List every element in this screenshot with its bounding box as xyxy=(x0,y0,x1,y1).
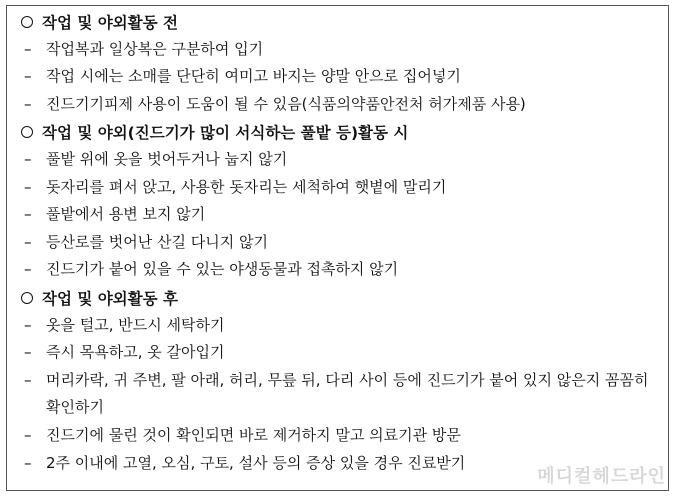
list-item xyxy=(21,146,668,174)
dash-bullet: – xyxy=(24,370,32,389)
list-item-text: 작업복과 일상복은 구분하여 입기 xyxy=(46,39,264,58)
list-item xyxy=(21,91,668,119)
list-item xyxy=(21,36,668,64)
dash-bullet: – xyxy=(24,232,32,251)
section-heading-text: 작업 및 야외활동 전 xyxy=(42,13,178,32)
list-item-text: 돗자리를 펴서 앉고, 사용한 돗자리는 세척하여 햇볕에 말리기 xyxy=(46,177,447,196)
watermark-logo: 메디컬헤드라인 xyxy=(537,466,666,487)
dash-bullet: – xyxy=(24,94,32,113)
section-heading xyxy=(21,284,668,312)
section-heading xyxy=(21,118,668,146)
list-item-text: 작업 시에는 소매를 단단히 여미고 바지는 양말 안으로 집어넣기 xyxy=(46,67,461,86)
dash-bullet: – xyxy=(24,39,32,58)
circle-bullet-icon xyxy=(21,16,33,28)
list-item xyxy=(21,229,668,257)
list-item-text: 풀밭 위에 옷을 벗어두거나 눕지 않기 xyxy=(46,149,288,168)
list-item xyxy=(21,174,668,202)
circle-bullet-icon xyxy=(21,126,33,138)
dash-bullet: – xyxy=(24,343,32,362)
list-item-text: 머리카락, 귀 주변, 팔 아래, 허리, 무릎 뒤, 다리 사이 등에 진드기가 붙어 있지 않은지 꼼꼼히 확인하기 xyxy=(46,370,649,417)
dash-bullet: – xyxy=(24,67,32,86)
section-during-activity xyxy=(21,118,668,284)
list-item xyxy=(21,312,668,340)
list-item xyxy=(21,422,668,450)
dash-bullet: – xyxy=(24,425,32,444)
list-item xyxy=(21,256,668,284)
list-item-text: 즉시 목욕하고, 옷 갈아입기 xyxy=(46,343,225,362)
list-item-text: 진드기에 물린 것이 확인되면 바로 제거하지 말고 의료기관 방문 xyxy=(46,425,461,444)
list-item-text: 풀밭에서 용변 보지 않기 xyxy=(46,205,206,224)
list-item-text: 진드기기피제 사용이 도움이 될 수 있음(식품의약품안전처 허가제품 사용) xyxy=(46,94,526,113)
section-heading-text: 작업 및 야외(진드기가 많이 서식하는 풀밭 등)활동 시 xyxy=(42,124,409,143)
list-item xyxy=(21,201,668,229)
circle-bullet-icon xyxy=(21,292,33,304)
section-heading-text: 작업 및 야외활동 후 xyxy=(42,289,178,308)
dash-bullet: – xyxy=(24,205,32,224)
list-item xyxy=(21,339,668,367)
dash-bullet: – xyxy=(24,177,32,196)
dash-bullet: – xyxy=(24,453,32,472)
dash-bullet: – xyxy=(24,315,32,334)
section-before-activity xyxy=(21,8,668,118)
dash-bullet: – xyxy=(24,260,32,279)
list-item-text: 등산로를 벗어난 산길 다니지 않기 xyxy=(46,232,268,251)
list-item xyxy=(21,63,668,91)
section-heading xyxy=(21,8,668,36)
guideline-box xyxy=(6,5,669,491)
dash-bullet: – xyxy=(24,149,32,168)
list-item xyxy=(21,367,668,422)
list-item-text: 진드기가 붙어 있을 수 있는 야생동물과 접촉하지 않기 xyxy=(46,260,399,279)
section-after-activity xyxy=(21,284,668,477)
list-item-text: 옷을 털고, 반드시 세탁하기 xyxy=(46,315,225,334)
list-item-text: 2주 이내에 고열, 오심, 구토, 설사 등의 증상 있을 경우 진료받기 xyxy=(46,453,466,472)
